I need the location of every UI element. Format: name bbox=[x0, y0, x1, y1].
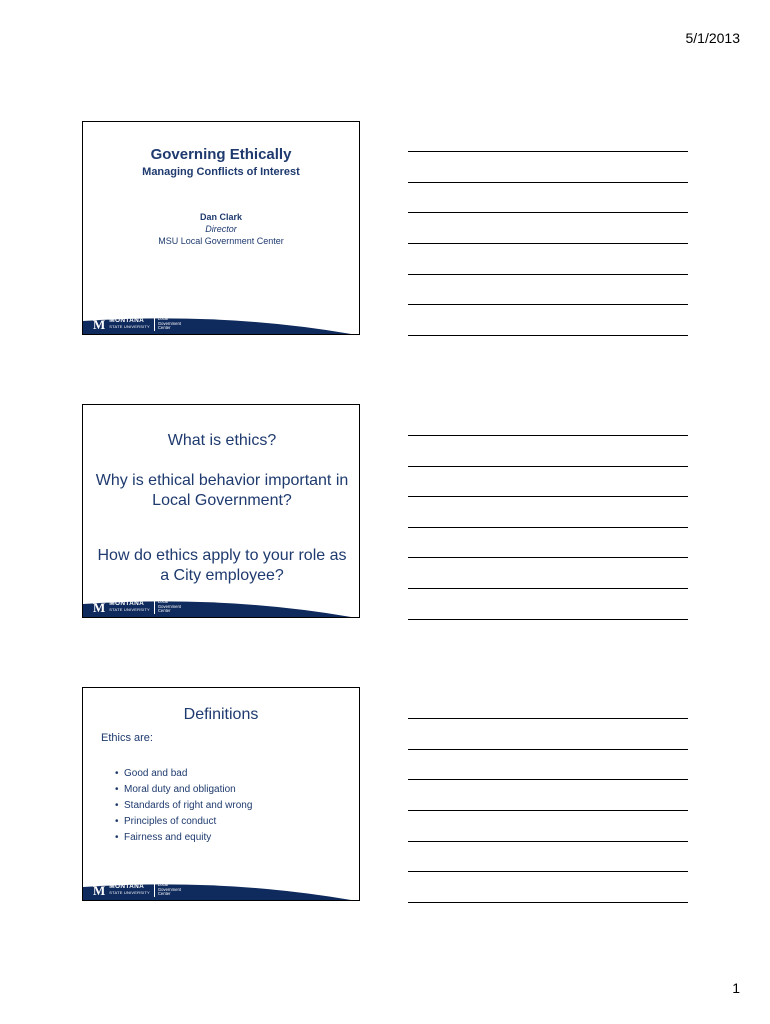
logo-sub: STATE UNIVERSITY bbox=[109, 607, 150, 612]
logo-dept-line: Government bbox=[157, 603, 181, 609]
page-number: 1 bbox=[732, 980, 740, 996]
logo-name: MONTANA bbox=[109, 600, 145, 607]
note-line bbox=[408, 335, 688, 336]
note-line bbox=[408, 466, 688, 467]
presenter-role: Director bbox=[205, 224, 237, 234]
note-line bbox=[408, 749, 688, 750]
list-item: • Fairness and equity bbox=[115, 830, 252, 846]
logo-dept-line: Center bbox=[157, 891, 171, 897]
slide-title: Governing Ethically bbox=[150, 146, 292, 163]
logo-initial: M bbox=[93, 599, 106, 615]
note-line bbox=[408, 274, 688, 275]
msu-logo bbox=[93, 600, 181, 614]
logo-name: MONTANA bbox=[109, 883, 145, 890]
presenter-organization: MSU Local Government Center bbox=[158, 236, 284, 246]
logo-dept-line: Local bbox=[157, 599, 168, 605]
note-line bbox=[408, 810, 688, 811]
logo-dept-line: Government bbox=[157, 320, 181, 326]
slide-question: Why is ethical behavior important in Local Government? bbox=[95, 472, 349, 509]
definitions-list bbox=[115, 766, 252, 846]
logo-dept-line: Local bbox=[157, 882, 168, 888]
list-item: • Principles of conduct bbox=[115, 814, 252, 830]
document-date: 5/1/2013 bbox=[685, 30, 740, 46]
logo-sub: STATE UNIVERSITY bbox=[109, 324, 150, 329]
logo-name: MONTANA bbox=[109, 317, 145, 324]
note-line bbox=[408, 619, 688, 620]
note-line bbox=[408, 557, 688, 558]
slide-question: What is ethics? bbox=[167, 432, 277, 449]
note-line bbox=[408, 588, 688, 589]
logo-dept-line: Government bbox=[157, 886, 181, 892]
list-item: • Standards of right and wrong bbox=[115, 798, 252, 814]
note-line bbox=[408, 779, 688, 780]
slide-footer-band bbox=[83, 314, 359, 334]
slide-subtitle: Managing Conflicts of Interest bbox=[142, 166, 300, 178]
msu-logo bbox=[93, 883, 181, 897]
logo-initial: M bbox=[93, 316, 106, 332]
slide-footer-band bbox=[83, 880, 359, 900]
slide-footer-band bbox=[83, 597, 359, 617]
slide-1 bbox=[82, 121, 360, 335]
note-line bbox=[408, 151, 688, 152]
slide-title: Definitions bbox=[183, 706, 259, 723]
logo-dept-line: Center bbox=[157, 608, 171, 614]
note-line bbox=[408, 902, 688, 903]
note-line bbox=[408, 304, 688, 305]
note-line bbox=[408, 718, 688, 719]
logo-sub: STATE UNIVERSITY bbox=[109, 890, 150, 895]
note-line bbox=[408, 871, 688, 872]
logo-dept-line: Local bbox=[157, 316, 168, 322]
logo-dept-line: Center bbox=[157, 325, 171, 331]
note-line bbox=[408, 182, 688, 183]
slide-question: How do ethics apply to your role as a City employee? bbox=[97, 547, 347, 584]
slide-2 bbox=[82, 404, 360, 618]
note-line bbox=[408, 496, 688, 497]
msu-logo bbox=[93, 317, 181, 331]
slide-3 bbox=[82, 687, 360, 901]
note-line bbox=[408, 435, 688, 436]
list-item: • Good and bad bbox=[115, 766, 252, 782]
note-line bbox=[408, 212, 688, 213]
note-line bbox=[408, 527, 688, 528]
note-line bbox=[408, 841, 688, 842]
slide-intro: Ethics are: bbox=[101, 732, 153, 744]
note-line bbox=[408, 243, 688, 244]
list-item: • Moral duty and obligation bbox=[115, 782, 252, 798]
logo-initial: M bbox=[93, 882, 106, 898]
presenter-name: Dan Clark bbox=[199, 212, 243, 222]
